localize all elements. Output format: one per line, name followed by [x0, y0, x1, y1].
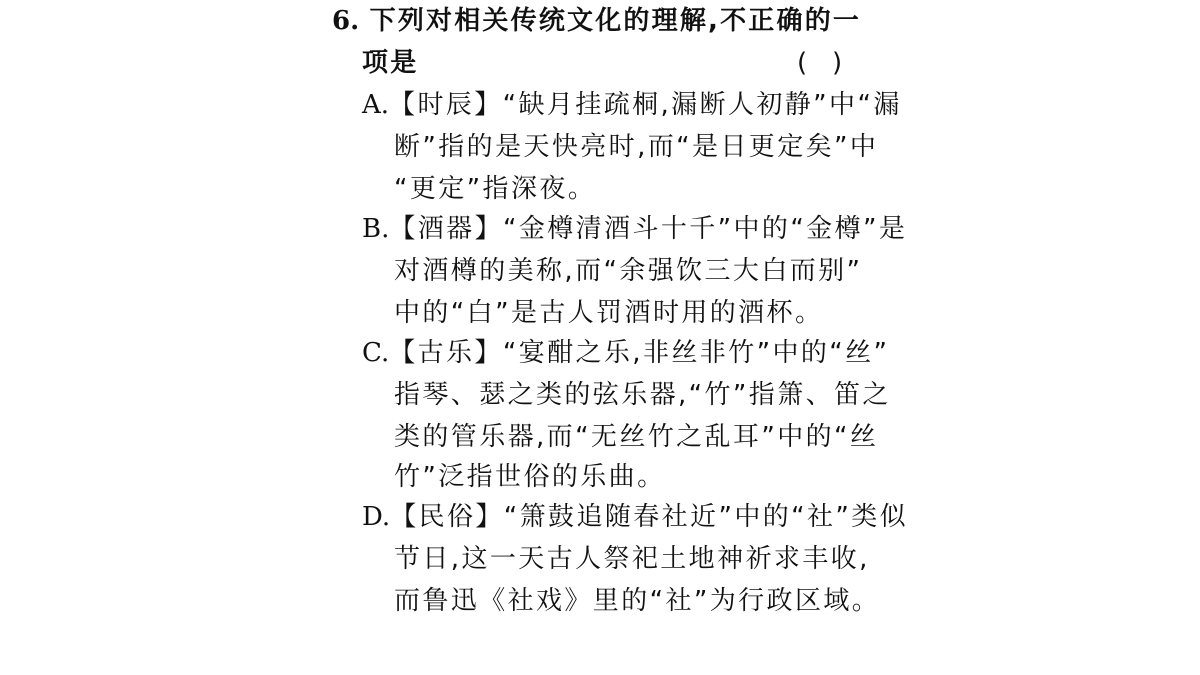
option-a-text-1: 【时辰】“缺月挂疏桐,漏断人初静”中“漏 — [389, 90, 902, 120]
answer-blank: ( ) — [797, 48, 843, 78]
option-c-text-1: 【古乐】“宴酣之乐,非丝非竹”中的“丝” — [389, 338, 890, 368]
option-b-line-1 — [362, 212, 907, 246]
option-c-line-3: 类的管乐器,而“无丝竹之乱耳”中的“丝 — [394, 422, 879, 452]
option-d-line-3: 而鲁迅《社戏》里的“社”为行政区域。 — [394, 586, 881, 616]
option-c-line-1 — [362, 336, 889, 370]
option-c-label: C. — [362, 338, 390, 368]
option-c-line-4: 竹”泛指世俗的乐曲。 — [394, 462, 666, 492]
option-b-text-1: 【酒器】“金樽清酒斗十千”中的“金樽”是 — [389, 214, 908, 244]
option-d-line-1 — [362, 500, 908, 534]
question-stem-line-1 — [332, 4, 861, 38]
option-b-line-3: 中的“白”是古人罚酒时用的酒杯。 — [394, 298, 824, 328]
option-a-line-3: “更定”指深夜。 — [394, 174, 597, 204]
question-number: 6. — [332, 6, 360, 36]
option-b-label: B. — [362, 214, 390, 244]
option-c-line-2: 指琴、瑟之类的弦乐器,“竹”指箫、笛之 — [394, 380, 891, 410]
question-stem-text-1: 下列对相关传统文化的理解,不正确的一 — [369, 6, 862, 36]
option-d-text-1: 【民俗】“箫鼓追随春社近”中的“社”类似 — [390, 502, 909, 532]
option-d-line-2: 节日,这一天古人祭祀土地神祈求丰收, — [394, 544, 870, 574]
option-a-line-2: 断”指的是天快亮时,而“是日更定矣”中 — [394, 132, 879, 162]
option-a-line-1 — [362, 88, 902, 122]
option-d-label: D. — [362, 502, 391, 532]
option-a-label: A. — [362, 90, 390, 120]
question-stem-line-2: 项是 — [362, 48, 419, 78]
option-b-line-2: 对酒樽的美称,而“余强饮三大白而别” — [394, 256, 863, 286]
